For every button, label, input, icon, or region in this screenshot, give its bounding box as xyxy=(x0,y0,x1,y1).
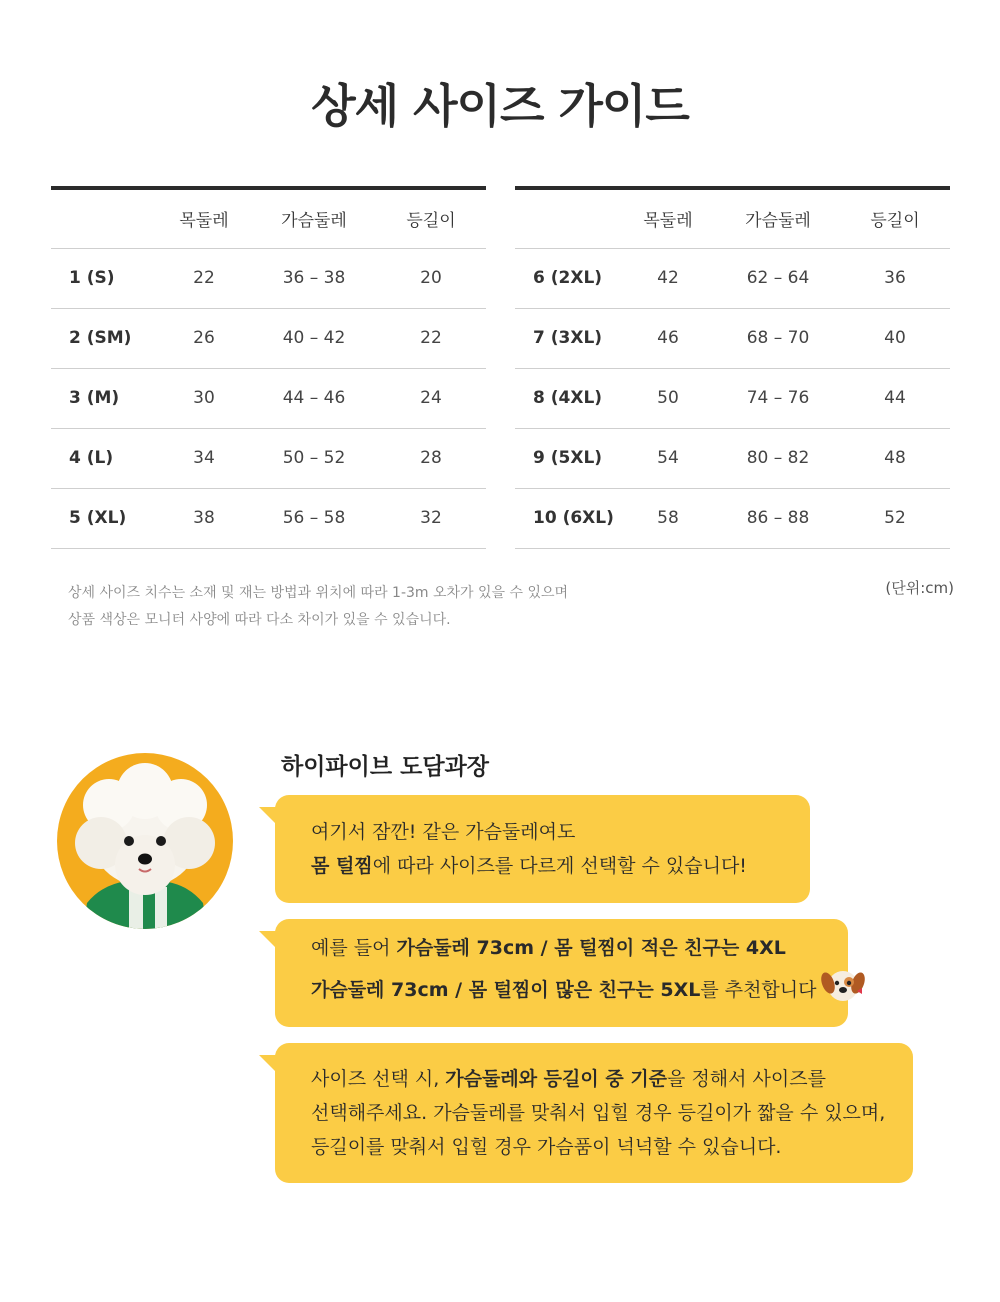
back-cell: 22 xyxy=(376,308,486,368)
table-header xyxy=(51,188,156,248)
table-row xyxy=(51,248,486,308)
size-table-left xyxy=(51,186,486,549)
table-header: 가슴둘레 xyxy=(716,188,840,248)
back-cell: 20 xyxy=(376,248,486,308)
table-row xyxy=(51,488,486,548)
page-title: 상세 사이즈 가이드 xyxy=(311,79,689,133)
back-cell: 44 xyxy=(840,368,950,428)
table-row xyxy=(515,428,950,488)
table-header: 등길이 xyxy=(376,188,486,248)
table-row xyxy=(515,368,950,428)
size-cell: 8 (4XL) xyxy=(515,368,620,428)
bubble-line xyxy=(311,1062,877,1096)
note-line: 상세 사이즈 치수는 소재 및 재는 방법과 위치에 따라 1-3m 오차가 있을 수 있으며 xyxy=(68,585,569,601)
neck-cell: 34 xyxy=(156,428,252,488)
table-header: 목둘레 xyxy=(156,188,252,248)
table-header: 가슴둘레 xyxy=(252,188,376,248)
bold-text: 몸 털찜 xyxy=(311,855,373,877)
size-cell: 9 (5XL) xyxy=(515,428,620,488)
dog-photo-icon xyxy=(57,753,233,929)
table-header-row xyxy=(51,188,486,248)
table-header xyxy=(515,188,620,248)
bubble-line: 선택해주세요. 가슴둘레를 맞춰서 입힐 경우 등길이가 짧을 수 있으며, xyxy=(311,1102,886,1124)
neck-cell: 26 xyxy=(156,308,252,368)
size-cell: 3 (M) xyxy=(51,368,156,428)
neck-cell: 46 xyxy=(620,308,716,368)
guide-name: 하이파이브 도담과장 xyxy=(281,754,489,780)
table-row xyxy=(515,488,950,548)
chest-cell: 74 – 76 xyxy=(716,368,840,428)
size-cell: 5 (XL) xyxy=(51,488,156,548)
speech-bubble-2 xyxy=(275,919,848,1027)
chest-cell: 36 – 38 xyxy=(252,248,376,308)
bubble-line xyxy=(311,931,812,965)
bold-text: 가슴둘레 73cm / 몸 털찜이 적은 친구는 4XL xyxy=(396,936,786,959)
back-cell: 36 xyxy=(840,248,950,308)
neck-cell: 58 xyxy=(620,488,716,548)
neck-cell: 30 xyxy=(156,368,252,428)
chest-cell: 80 – 82 xyxy=(716,428,840,488)
chest-cell: 86 – 88 xyxy=(716,488,840,548)
neck-cell: 38 xyxy=(156,488,252,548)
back-cell: 24 xyxy=(376,368,486,428)
size-cell: 6 (2XL) xyxy=(515,248,620,308)
bubble-line xyxy=(311,965,817,1016)
back-cell: 52 xyxy=(840,488,950,548)
back-cell: 40 xyxy=(840,308,950,368)
chest-cell: 50 – 52 xyxy=(252,428,376,488)
size-cell: 2 (SM) xyxy=(51,308,156,368)
table-row xyxy=(51,368,486,428)
size-table-right xyxy=(515,186,950,549)
bubble-tail xyxy=(259,931,281,953)
bold-text: 가슴둘레와 등길이 중 기준 xyxy=(445,1068,668,1090)
chest-cell: 68 – 70 xyxy=(716,308,840,368)
text: 를 추천합니다 xyxy=(700,978,817,1001)
back-cell: 32 xyxy=(376,488,486,548)
neck-cell: 22 xyxy=(156,248,252,308)
text: 사이즈 선택 시, xyxy=(311,1068,446,1090)
chest-cell: 44 – 46 xyxy=(252,368,376,428)
bubble-tail xyxy=(259,1055,281,1077)
speech-bubble-1 xyxy=(275,795,810,903)
dog-avatar xyxy=(57,753,233,929)
back-cell: 48 xyxy=(840,428,950,488)
neck-cell: 50 xyxy=(620,368,716,428)
bubble-line: 등길이를 맞춰서 입힐 경우 가슴품이 넉넉할 수 있습니다. xyxy=(311,1136,782,1158)
chest-cell: 62 – 64 xyxy=(716,248,840,308)
bubble-line xyxy=(311,849,774,883)
bold-text: 가슴둘레 73cm / 몸 털찜이 많은 친구는 5XL xyxy=(311,978,701,1001)
table-row xyxy=(51,308,486,368)
unit-label: (단위:cm) xyxy=(885,579,954,597)
size-cell: 4 (L) xyxy=(51,428,156,488)
bubble-line: 여기서 잠깐! 같은 가슴둘레여도 xyxy=(311,821,576,843)
note-line: 상품 색상은 모니터 사양에 따라 다소 차이가 있을 수 있습니다. xyxy=(68,612,451,628)
neck-cell: 42 xyxy=(620,248,716,308)
size-cell: 7 (3XL) xyxy=(515,308,620,368)
chest-cell: 40 – 42 xyxy=(252,308,376,368)
table-row xyxy=(515,308,950,368)
bubble-tail xyxy=(259,807,281,829)
dog-face-emoji-icon xyxy=(821,965,865,1016)
chest-cell: 56 – 58 xyxy=(252,488,376,548)
table-header: 목둘레 xyxy=(620,188,716,248)
table-row xyxy=(51,428,486,488)
table-header: 등길이 xyxy=(840,188,950,248)
text: 에 따라 사이즈를 다르게 선택할 수 있습니다! xyxy=(372,855,747,877)
text: 예를 들어 xyxy=(311,936,397,959)
table-header-row xyxy=(515,188,950,248)
back-cell: 28 xyxy=(376,428,486,488)
neck-cell: 54 xyxy=(620,428,716,488)
size-note xyxy=(68,580,568,634)
size-cell: 10 (6XL) xyxy=(515,488,620,548)
size-cell: 1 (S) xyxy=(51,248,156,308)
text: 을 정해서 사이즈를 xyxy=(667,1068,826,1090)
speech-bubble-3 xyxy=(275,1043,913,1183)
table-row xyxy=(515,248,950,308)
